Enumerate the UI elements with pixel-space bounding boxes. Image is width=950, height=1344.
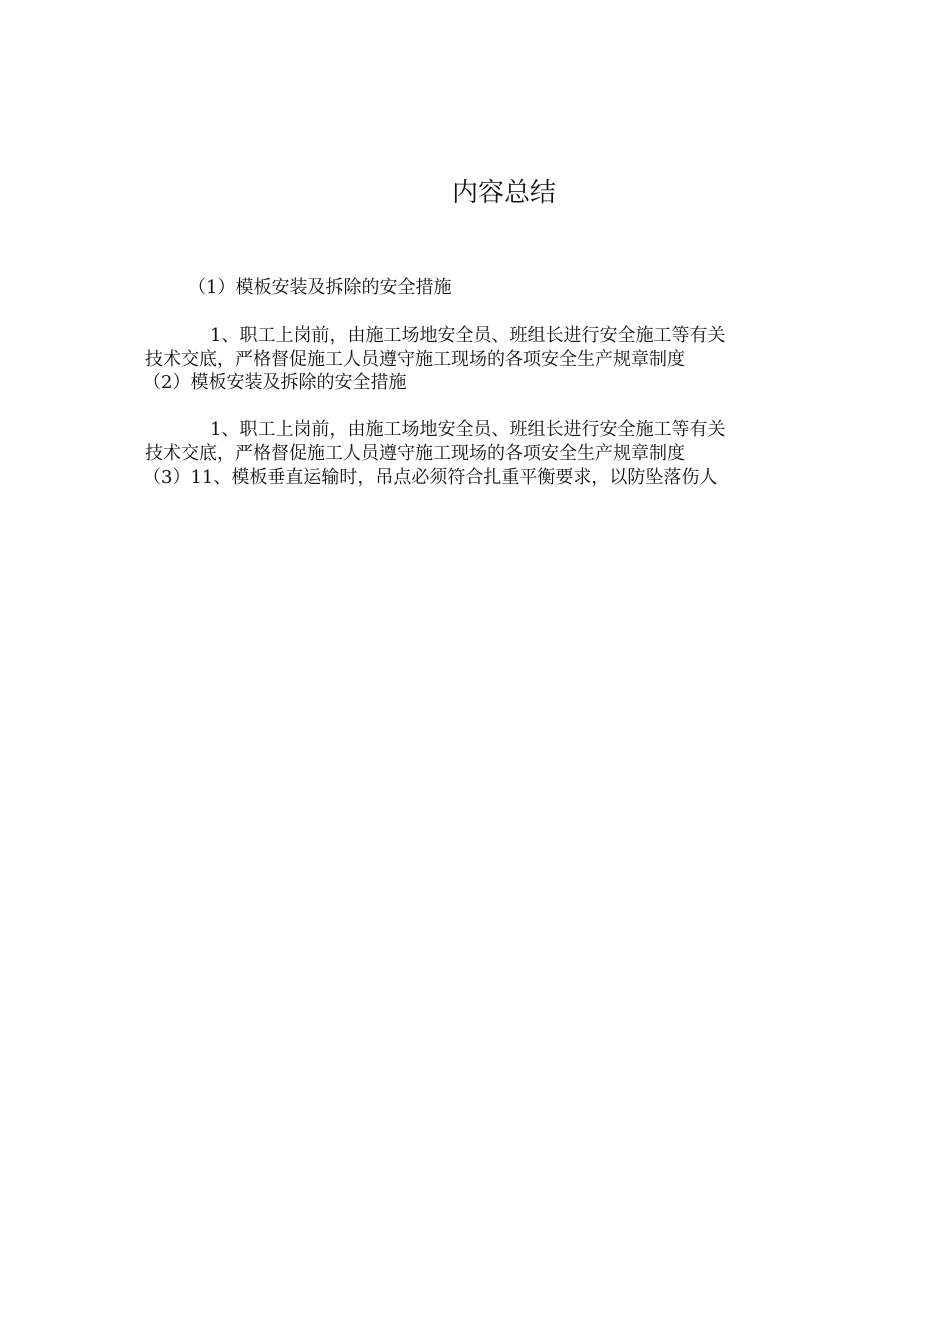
document-title: 内容总结 bbox=[451, 178, 556, 208]
section-2-paragraph-line-1: 1、职工上岗前，由施工场地安全员、班组长进行安全施工等有关 bbox=[210, 419, 726, 440]
section-2-heading: （2）模板安装及拆除的安全措施 bbox=[143, 372, 407, 393]
section-1-paragraph-line-1: 1、职工上岗前，由施工场地安全员、班组长进行安全施工等有关 bbox=[210, 325, 726, 346]
section-2-paragraph-line-2: 技术交底，严格督促施工人员遵守施工现场的各项安全生产规章制度 bbox=[145, 443, 685, 464]
section-1-heading: （1）模板安装及拆除的安全措施 bbox=[188, 277, 452, 298]
section-1-paragraph-line-2: 技术交底，严格督促施工人员遵守施工现场的各项安全生产规章制度 bbox=[145, 349, 685, 370]
section-3-heading: （3）11、模板垂直运输时，吊点必须符合扎重平衡要求，以防坠落伤人 bbox=[143, 467, 718, 488]
